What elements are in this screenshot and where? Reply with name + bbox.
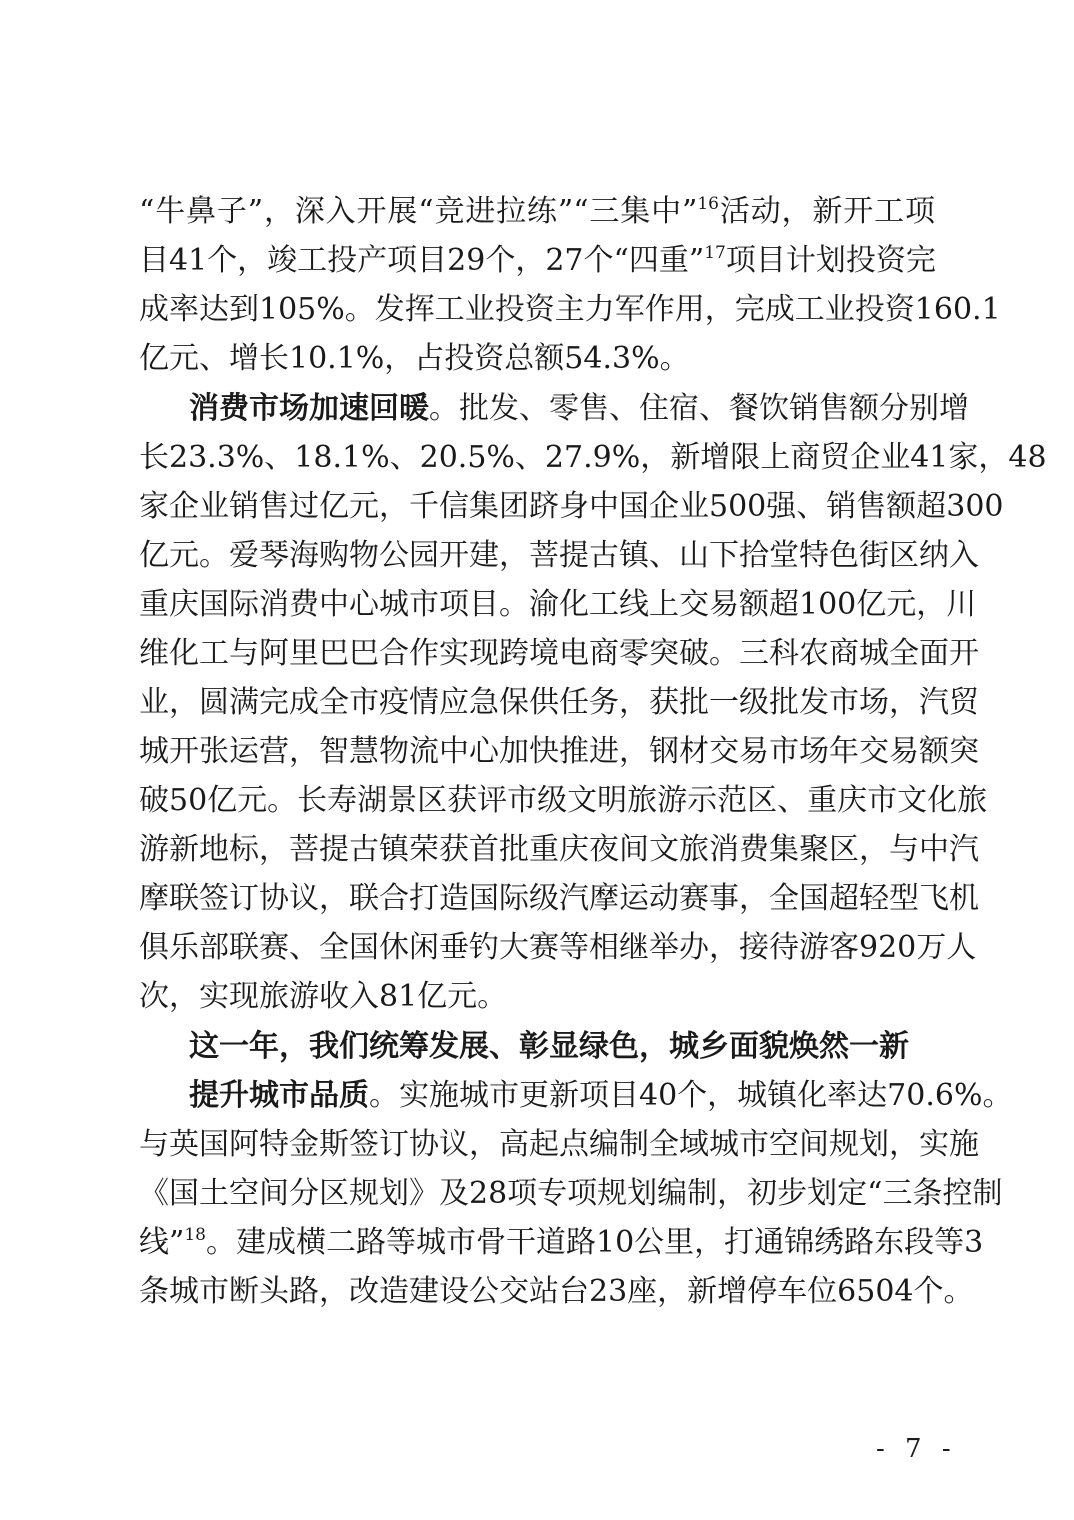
- body-text-line: 提升城市品质。实施城市更新项目40个，城镇化率达70.6%。: [189, 1078, 1013, 1113]
- footnote-marker: 18: [184, 1225, 206, 1245]
- body-text-line: 亿元、增长10.1%，占投资总额54.3%。: [139, 341, 690, 376]
- footnote-marker: 17: [704, 243, 726, 263]
- section-heading: 这一年，我们统筹发展、彰显绿色，城乡面貌焕然一新: [189, 1029, 909, 1064]
- body-text-line: 条城市断头路，改造建设公交站台23座，新增停车位6504个。: [139, 1274, 974, 1309]
- body-text-line: 家企业销售过亿元，千信集团跻身中国企业500强、销售额超300: [139, 489, 1004, 524]
- paragraph-lead-bold: 提升城市品质: [189, 1078, 369, 1113]
- body-text-line: 摩联签订协议，联合打造国际级汽摩运动赛事，全国超轻型飞机: [139, 881, 979, 916]
- body-text-line: 俱乐部联赛、全国休闲垂钓大赛等相继举办，接待游客920万人: [139, 930, 977, 965]
- body-text-line: 次，实现旅游收入81亿元。: [139, 979, 508, 1014]
- body-text-line: 成率达到105%。发挥工业投资主力军作用，完成工业投资160.1: [139, 292, 1001, 327]
- body-text-line: 重庆国际消费中心城市项目。渝化工线上交易额超100亿元，川: [139, 587, 977, 622]
- body-text-line: 破50亿元。长寿湖景区获评市级文明旅游示范区、重庆市文化旅: [139, 783, 988, 818]
- body-text-line: 游新地标，菩提古镇荣获首批重庆夜间文旅消费集聚区，与中汽: [139, 832, 979, 867]
- body-text-line: 亿元。爱琴海购物公园开建，菩提古镇、山下拾堂特色街区纳入: [139, 538, 979, 573]
- body-text-line: “牛鼻子”，深入开展“竞进拉练”“三集中”$^{16}$活动，新开工项: [139, 194, 935, 229]
- body-text-line: 目41个，竣工投产项目29个，27个“四重”$^{17}$项目计划投资完: [139, 243, 936, 278]
- body-text-line: 《国土空间分区规划》及28项专项规划编制，初步划定“三条控制: [139, 1176, 1003, 1211]
- body-text-line: 与英国阿特金斯签订协议，高起点编制全域城市空间规划，实施: [139, 1127, 979, 1162]
- body-text-line: 长23.3%、18.1%、20.5%、27.9%，新增限上商贸企业41家，48: [139, 440, 1047, 475]
- body-text-line: 城开张运营，智慧物流中心加快推进，钢材交易市场年交易额突: [139, 734, 979, 769]
- page-number: - 7 -: [876, 1434, 957, 1464]
- paragraph-lead-bold: 消费市场加速回暖: [189, 391, 429, 426]
- body-text-line: 消费市场加速回暖。批发、零售、住宿、餐饮销售额分别增: [189, 391, 969, 426]
- body-text-line: 线”$^{18}$。建成横二路等城市骨干道路10公里，打通锦绣路东段等3: [139, 1225, 984, 1260]
- body-text-line: 业，圆满完成全市疫情应急保供任务，获批一级批发市场，汽贸: [139, 685, 979, 720]
- body-text-line: 维化工与阿里巴巴合作实现跨境电商零突破。三科农商城全面开: [139, 636, 979, 671]
- footnote-marker: 16: [697, 194, 719, 214]
